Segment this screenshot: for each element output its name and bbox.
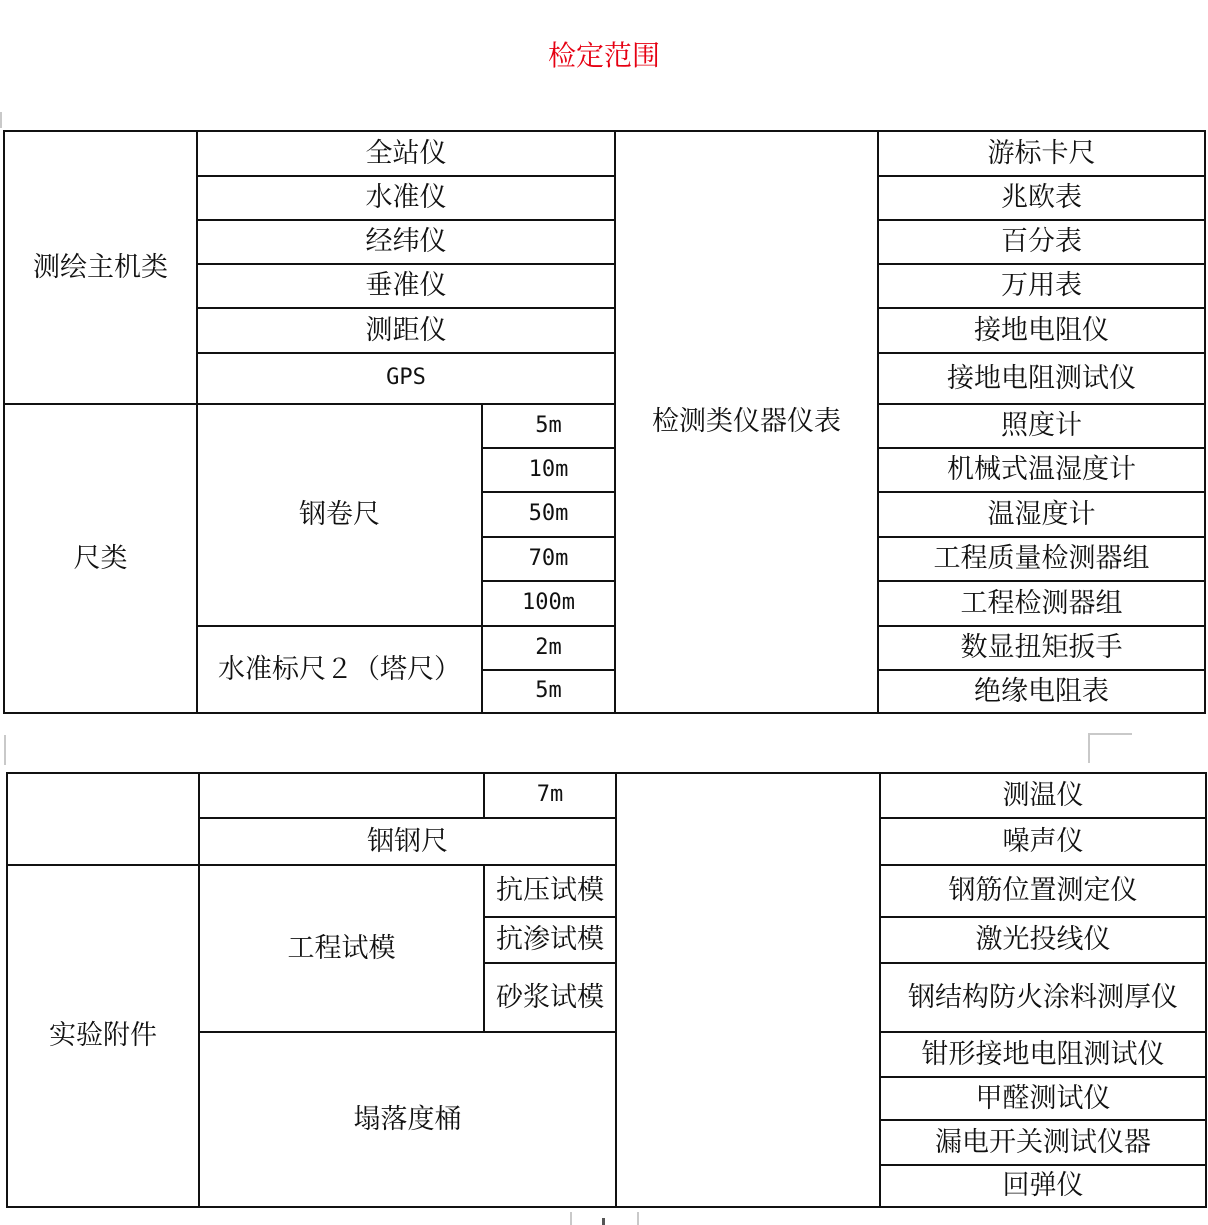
instrument-cell: 接地电阻仪 [878,308,1205,353]
size-cell: 10m [482,448,615,492]
instrument-cell: 工程质量检测器组 [878,537,1205,581]
instrument-cell: 钢筋位置测定仪 [880,865,1206,917]
mold-cell: 砂浆试模 [484,963,616,1032]
mold-cell: 抗压试模 [484,865,616,917]
page-corner-mark [1088,733,1090,763]
item-cell: 测距仪 [197,308,615,353]
size-cell: 100m [482,581,615,626]
item-cell: GPS [197,353,615,404]
item-cell: 工程试模 [199,865,484,1032]
instrument-cell: 钢结构防火涂料测厚仪 [880,963,1206,1032]
item-cell: 塌落度桶 [199,1032,616,1207]
size-cell: 2m [482,626,615,670]
item-cell: 水准标尺２（塔尺） [197,626,482,713]
instrument-cell: 接地电阻测试仪 [878,353,1205,404]
page-corner-mark [602,1218,605,1225]
page-corner-mark [0,112,2,128]
instrument-cell: 噪声仪 [880,818,1206,865]
item-cell: 全站仪 [197,131,615,176]
instrument-cell: 百分表 [878,220,1205,264]
size-cell: 7m [484,773,616,818]
item-cell: 铟钢尺 [199,818,616,865]
instrument-cell: 激光投线仪 [880,917,1206,963]
category-cell [616,773,880,1207]
instrument-cell: 温湿度计 [878,492,1205,537]
page-corner-mark [637,1212,639,1225]
category-cell [7,773,199,865]
size-cell: 50m [482,492,615,537]
page-corner-mark [1088,733,1132,735]
category-cell: 测绘主机类 [4,131,197,404]
page-corner-mark [4,735,6,765]
item-cell: 垂准仪 [197,264,615,308]
instrument-cell: 绝缘电阻表 [878,670,1205,713]
instrument-cell: 照度计 [878,404,1205,448]
category-cell: 尺类 [4,404,197,713]
page-corner-mark [570,1212,572,1225]
item-cell [199,773,484,818]
item-cell: 经纬仪 [197,220,615,264]
instrument-cell: 游标卡尺 [878,131,1205,176]
category-cell: 检测类仪器仪表 [615,131,878,713]
instrument-cell: 钳形接地电阻测试仪 [880,1032,1206,1077]
scope-table-2 [6,772,1207,1208]
instrument-cell: 工程检测器组 [878,581,1205,626]
scope-table-1 [3,130,1206,714]
instrument-cell: 机械式温湿度计 [878,448,1205,492]
item-cell: 水准仪 [197,176,615,220]
size-cell: 5m [482,670,615,713]
size-cell: 70m [482,537,615,581]
instrument-cell: 数显扭矩扳手 [878,626,1205,670]
instrument-cell: 万用表 [878,264,1205,308]
size-cell: 5m [482,404,615,448]
mold-cell: 抗渗试模 [484,917,616,963]
instrument-cell: 甲醛测试仪 [880,1077,1206,1120]
category-cell: 实验附件 [7,865,199,1207]
instrument-cell: 回弹仪 [880,1165,1206,1207]
instrument-cell: 测温仪 [880,773,1206,818]
page-title: 检定范围 [547,39,660,72]
item-cell: 钢卷尺 [197,404,482,626]
instrument-cell: 漏电开关测试仪器 [880,1120,1206,1165]
instrument-cell: 兆欧表 [878,176,1205,220]
